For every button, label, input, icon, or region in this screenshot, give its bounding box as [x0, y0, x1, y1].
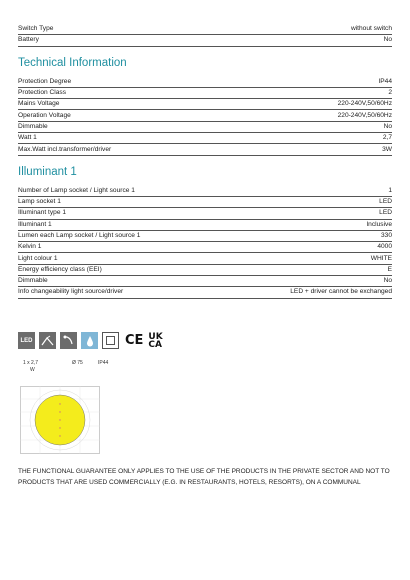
led-icon — [18, 332, 35, 349]
illuminant-row — [18, 276, 392, 287]
illuminant-row-value: WHITE — [370, 254, 392, 262]
spec-sheet — [18, 24, 392, 299]
technical-row-label: Watt 1 — [18, 134, 37, 142]
illuminant-heading: Illuminant 1 — [18, 165, 77, 178]
spec-row-label: Battery — [18, 36, 39, 44]
water-drop-icon — [81, 332, 98, 349]
technical-row-value: 3W — [382, 145, 392, 153]
technical-row-value: IP44 — [378, 77, 392, 85]
protection-class-2-icon — [102, 332, 119, 349]
technical-row — [18, 77, 392, 88]
illuminant-row — [18, 287, 392, 298]
technical-row — [18, 122, 392, 133]
spotlight-icon — [60, 332, 77, 349]
ce-mark: CE — [125, 333, 144, 348]
spec-row-value: No — [383, 36, 392, 44]
illuminant-row-label: Illuminant type 1 — [18, 209, 67, 217]
technical-row-label: Mains Voltage — [18, 100, 60, 108]
technical-row-label: Protection Degree — [18, 77, 72, 85]
illuminant-row-label: Light colour 1 — [18, 254, 58, 262]
technical-row — [18, 133, 392, 144]
illuminant-row-value: 4000 — [377, 243, 392, 251]
spec-row — [18, 35, 392, 46]
technical-row-label: Max.Watt incl.transformer/driver — [18, 145, 112, 153]
functional-guarantee-notice: THE FUNCTIONAL GUARANTEE ONLY APPLIES TO THE USE OF THE PRODUCTS IN THE PRIVATE SECTOR AND NOT TO PRODUCTS THAT ARE USED COMMERCIALLY (E.G. IN RESTAURANTS, HOTELS, RESORTS), ON A COMMUNAL — [18, 468, 390, 486]
illuminant-row-label: Info changeability light source/driver — [18, 288, 124, 296]
illuminant-row-value: E — [387, 265, 392, 273]
technical-information-table — [18, 77, 392, 156]
illuminant-row — [18, 220, 392, 231]
illuminant-row — [18, 253, 392, 264]
illuminant-row-value: Inclusive — [366, 220, 392, 228]
technical-row-value: 2,7 — [382, 134, 392, 142]
illuminant-row-label: Illuminant 1 — [18, 220, 52, 228]
illuminant-row-value: No — [383, 277, 392, 285]
illuminant-row-label: Lumen each Lamp socket / Light source 1 — [18, 232, 141, 239]
illuminant-row-label: Dimmable — [18, 277, 48, 285]
ceiling-light-icon — [39, 332, 56, 349]
illuminant-row-value: 1 — [388, 186, 392, 194]
certification-icons — [18, 332, 163, 349]
illuminant-row-label: Number of Lamp socket / Light source 1 — [18, 186, 135, 194]
ukca-mark — [148, 333, 162, 349]
illuminant-table — [18, 186, 392, 299]
technical-row-value: 220-240V,50/60Hz — [337, 100, 392, 108]
top-spec-table — [18, 24, 392, 47]
illuminant-row — [18, 197, 392, 208]
illuminant-row — [18, 186, 392, 197]
watt-caption: 1 x 2,7 — [23, 360, 39, 366]
illuminant-row-label: Kelvin 1 — [18, 243, 42, 251]
technical-row-label: Dimmable — [18, 122, 48, 130]
illuminant-row-value: LED — [379, 198, 392, 206]
technical-row-label: Operation Voltage — [18, 111, 71, 119]
technical-row-value: 220-240V,50/60Hz — [337, 111, 392, 119]
illuminant-row — [18, 242, 392, 253]
technical-row-value: No — [383, 122, 392, 130]
illuminant-row-label: Lamp socket 1 — [18, 198, 61, 206]
spec-row — [18, 24, 392, 35]
ukca-mark-top: UK — [148, 331, 163, 342]
technical-row — [18, 110, 392, 121]
diameter-caption: Ø 75 — [72, 360, 83, 366]
ukca-mark-bottom: CA — [148, 339, 162, 350]
ip-caption: IP44 — [98, 360, 109, 366]
illuminant-row — [18, 208, 392, 219]
technical-row — [18, 144, 392, 155]
illuminant-row-value: LED + driver cannot be exchanged — [290, 288, 392, 296]
illuminant-row-label: Energy efficiency class (EEI) — [18, 265, 102, 273]
technical-row-value: 2 — [388, 89, 392, 97]
spec-row-label: Switch Type — [18, 25, 54, 33]
technical-row — [18, 88, 392, 99]
spec-row-value: without switch — [350, 25, 392, 33]
led-icon-label: LED — [20, 337, 33, 344]
technical-row — [18, 99, 392, 110]
watt-unit-caption: W — [30, 367, 35, 373]
illuminant-row — [18, 231, 392, 242]
illuminant-row — [18, 265, 392, 276]
illuminant-row-value: 330 — [380, 232, 392, 239]
technical-row-label: Protection Class — [18, 89, 67, 97]
light-distribution-diagram — [20, 386, 100, 454]
technical-information-heading: Technical Information — [18, 56, 127, 69]
illuminant-row-value: LED — [379, 209, 392, 217]
